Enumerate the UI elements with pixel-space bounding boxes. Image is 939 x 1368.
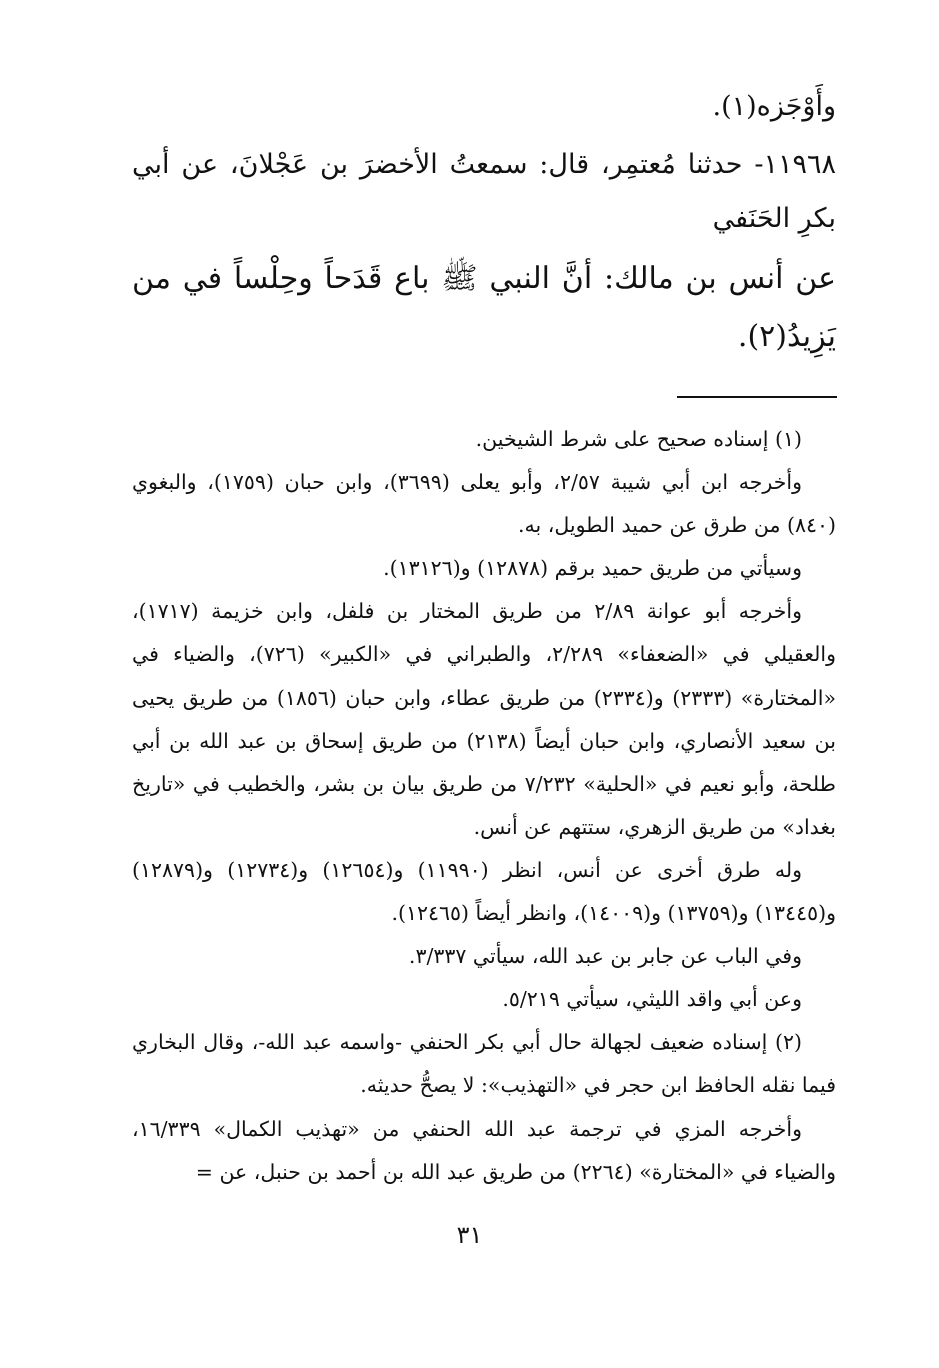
main-text xyxy=(132,80,836,366)
main-paragraph: وأَوْجَزه(١). xyxy=(712,91,836,122)
footnote-paragraph: وأخرجه ابن أبي شيبة ٢/٥٧، وأبو يعلى (٣٦٩٩)، وابن حبان (١٧٥٩)، والبغوي (٨٤٠) من طرق عن حميد الطويل، به. xyxy=(132,470,836,538)
footnote-paragraph: وأخرجه المزي في ترجمة عبد الله الحنفي من «تهذيب الكمال» ١٦/٣٣٩، والضياء في «المختارة» (٢٢٦٤) من طريق عبد الله بن أحمد بن حنبل، عن = xyxy=(132,1116,836,1184)
footnote-paragraph: وأخرجه أبو عوانة ٢/٨٩ من طريق المختار بن فلفل، وابن خزيمة (١٧١٧)، والعقيلي في «الضعفاء» ٢/٢٨٩، والطبراني في «الكبير» (٧٢٦)، والضياء في «المختارة» (٢٣٣٣) و(٢٣٣٤) من طريق عطاء، وابن حبان (١٨٥٦) من طريق يحيى بن سعيد الأنصاري، وابن حبان أيضاً (٢١٣٨) من طريق إسحاق بن عبد الله بن أبي طلحة، وأبو نعيم في «الحلية» ٧/٢٣٢ من طريق بيان بن بشر، والخطيب في «تاريخ بغداد» من طريق الزهري، ستتهم عن أنس. xyxy=(132,599,836,839)
footnote-separator xyxy=(677,396,837,398)
footnote-paragraph: وسيأتي من طريق حميد برقم (١٢٨٧٨) و(١٣١٢٦). xyxy=(383,556,802,581)
footnote-paragraph: وعن أبي واقد الليثي، سيأتي ٥/٢١٩. xyxy=(502,987,802,1012)
main-paragraph: عن أنس بن مالك: أنَّ النبي ﷺ باع قَدَحاً وحِلْساً في من يَزِيدُ(٢). xyxy=(132,261,836,354)
main-paragraph: ١١٩٦٨- حدثنا مُعتمِر، قال: سمعتُ الأخضرَ بن عَجْلانَ، عن أبي بكرِ الحَنَفي xyxy=(132,149,836,234)
footnote-paragraph: وله طرق أخرى عن أنس، انظر (١١٩٩٠) و(١٢٦٥٤) و(١٢٧٣٤) و(١٢٨٧٩) و(١٣٤٤٥) و(١٣٧٥٩) و(١٤٠٠٩)، وانظر أيضاً (١٢٤٦٥). xyxy=(132,857,836,926)
footnote-paragraph: (١) إسناده صحيح على شرط الشيخين. xyxy=(475,427,802,451)
footnote-paragraph: وفي الباب عن جابر بن عبد الله، سيأتي ٣/٣٣٧. xyxy=(408,944,802,969)
footnotes xyxy=(132,418,836,1194)
page-number: ٣١ xyxy=(456,1221,483,1249)
footnote-paragraph: (٢) إسناده ضعيف لجهالة حال أبي بكر الحنفي -واسمه عبد الله-، وقال البخاري فيما نقله الحافظ ابن حجر في «التهذيب»: لا يصحُّ حديثه. xyxy=(132,1030,836,1098)
